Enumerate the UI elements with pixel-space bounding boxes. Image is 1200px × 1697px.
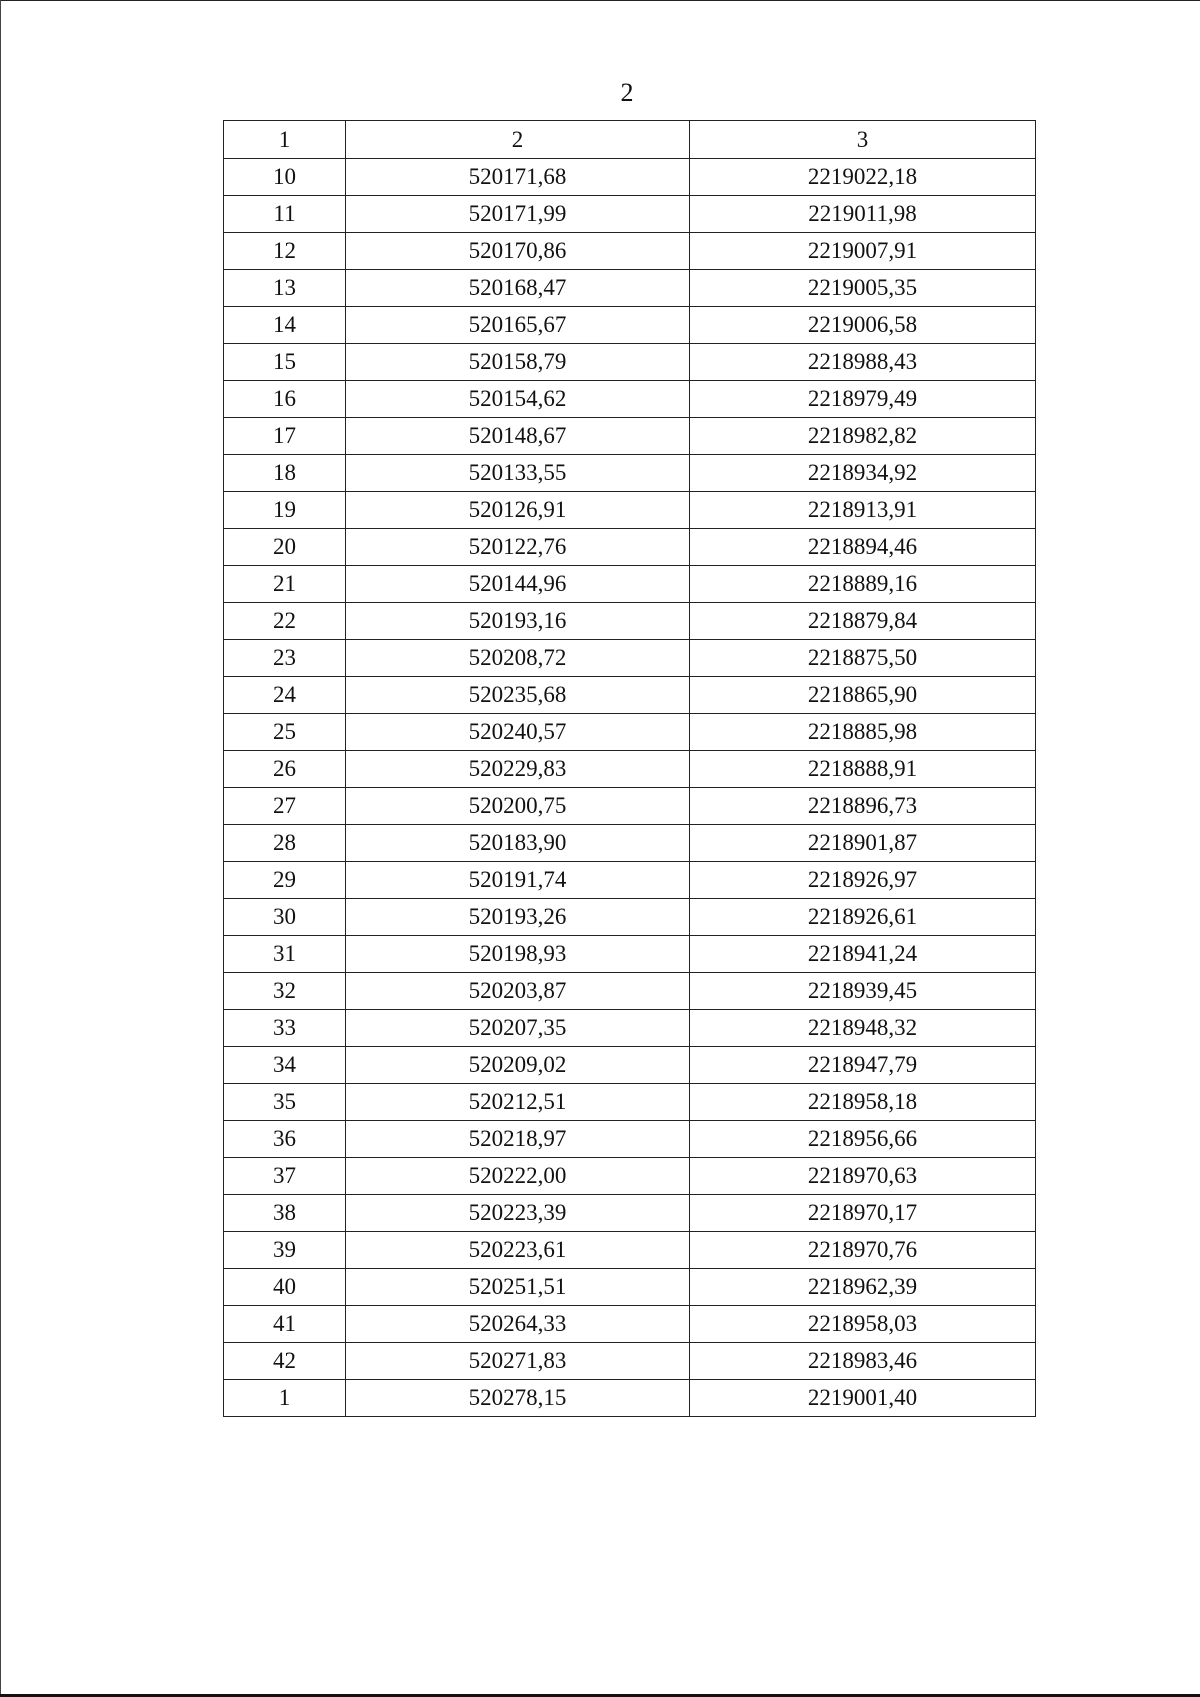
point-number-cell: 30 — [224, 899, 346, 936]
table-row — [224, 1121, 1036, 1158]
table-row — [224, 677, 1036, 714]
point-number-cell: 14 — [224, 307, 346, 344]
point-number-cell: 41 — [224, 1306, 346, 1343]
point-number-cell: 25 — [224, 714, 346, 751]
coord-y-cell: 2218913,91 — [690, 492, 1036, 529]
table-row — [224, 307, 1036, 344]
coord-x-cell: 520193,16 — [346, 603, 690, 640]
table-row — [224, 899, 1036, 936]
coord-x-cell: 520154,62 — [346, 381, 690, 418]
point-number-cell: 29 — [224, 862, 346, 899]
page-number: 2 — [620, 78, 634, 107]
scan-edge-top — [0, 0, 1200, 1]
point-number-cell: 18 — [224, 455, 346, 492]
coord-x-cell: 520235,68 — [346, 677, 690, 714]
coord-y-cell: 2218948,32 — [690, 1010, 1036, 1047]
table-row — [224, 603, 1036, 640]
coord-x-cell: 520208,72 — [346, 640, 690, 677]
coord-x-cell: 520193,26 — [346, 899, 690, 936]
table-row — [224, 751, 1036, 788]
point-number-cell: 28 — [224, 825, 346, 862]
coord-y-cell: 2218865,90 — [690, 677, 1036, 714]
header-cell-2: 2 — [346, 121, 690, 159]
coordinates-table — [223, 120, 1036, 1417]
table-row — [224, 936, 1036, 973]
coord-y-cell: 2218947,79 — [690, 1047, 1036, 1084]
coord-y-cell: 2218982,82 — [690, 418, 1036, 455]
header-cell-3: 3 — [690, 121, 1036, 159]
coord-y-cell: 2218970,76 — [690, 1232, 1036, 1269]
coord-x-cell: 520209,02 — [346, 1047, 690, 1084]
coord-y-cell: 2218983,46 — [690, 1343, 1036, 1380]
coord-y-cell: 2218958,18 — [690, 1084, 1036, 1121]
coord-x-cell: 520170,86 — [346, 233, 690, 270]
coord-x-cell: 520278,15 — [346, 1380, 690, 1417]
point-number-cell: 37 — [224, 1158, 346, 1195]
coord-y-cell: 2218885,98 — [690, 714, 1036, 751]
coord-y-cell: 2218958,03 — [690, 1306, 1036, 1343]
table-row — [224, 1380, 1036, 1417]
table-row — [224, 1306, 1036, 1343]
coord-x-cell: 520165,67 — [346, 307, 690, 344]
coord-y-cell: 2218901,87 — [690, 825, 1036, 862]
point-number-cell: 42 — [224, 1343, 346, 1380]
coord-y-cell: 2218962,39 — [690, 1269, 1036, 1306]
coord-x-cell: 520207,35 — [346, 1010, 690, 1047]
coord-x-cell: 520158,79 — [346, 344, 690, 381]
coord-y-cell: 2219022,18 — [690, 159, 1036, 196]
table-row — [224, 529, 1036, 566]
point-number-cell: 20 — [224, 529, 346, 566]
coord-x-cell: 520251,51 — [346, 1269, 690, 1306]
table-row — [224, 1158, 1036, 1195]
table-row — [224, 825, 1036, 862]
coord-x-cell: 520171,68 — [346, 159, 690, 196]
coord-x-cell: 520144,96 — [346, 566, 690, 603]
point-number-cell: 12 — [224, 233, 346, 270]
table-row — [224, 1047, 1036, 1084]
point-number-cell: 24 — [224, 677, 346, 714]
point-number-cell: 22 — [224, 603, 346, 640]
point-number-cell: 34 — [224, 1047, 346, 1084]
table-row — [224, 1343, 1036, 1380]
table-row — [224, 1010, 1036, 1047]
coord-y-cell: 2218988,43 — [690, 344, 1036, 381]
point-number-cell: 15 — [224, 344, 346, 381]
coord-x-cell: 520200,75 — [346, 788, 690, 825]
coord-y-cell: 2219011,98 — [690, 196, 1036, 233]
coord-x-cell: 520264,33 — [346, 1306, 690, 1343]
coord-y-cell: 2219001,40 — [690, 1380, 1036, 1417]
coord-x-cell: 520229,83 — [346, 751, 690, 788]
coord-x-cell: 520148,67 — [346, 418, 690, 455]
coord-x-cell: 520168,47 — [346, 270, 690, 307]
table-row — [224, 196, 1036, 233]
table-row — [224, 1232, 1036, 1269]
coord-x-cell: 520223,61 — [346, 1232, 690, 1269]
coord-y-cell: 2218926,61 — [690, 899, 1036, 936]
coord-y-cell: 2218894,46 — [690, 529, 1036, 566]
table-row — [224, 714, 1036, 751]
point-number-cell: 36 — [224, 1121, 346, 1158]
coord-x-cell: 520122,76 — [346, 529, 690, 566]
coord-y-cell: 2218939,45 — [690, 973, 1036, 1010]
coord-y-cell: 2218934,92 — [690, 455, 1036, 492]
point-number-cell: 21 — [224, 566, 346, 603]
coord-y-cell: 2219007,91 — [690, 233, 1036, 270]
table-row — [224, 566, 1036, 603]
coord-x-cell: 520271,83 — [346, 1343, 690, 1380]
table-row — [224, 270, 1036, 307]
coord-y-cell: 2218879,84 — [690, 603, 1036, 640]
point-number-cell: 33 — [224, 1010, 346, 1047]
table-row — [224, 455, 1036, 492]
table-row — [224, 344, 1036, 381]
point-number-cell: 27 — [224, 788, 346, 825]
header-cell-1: 1 — [224, 121, 346, 159]
table-body — [224, 159, 1036, 1417]
coord-x-cell: 520198,93 — [346, 936, 690, 973]
coord-x-cell: 520223,39 — [346, 1195, 690, 1232]
point-number-cell: 17 — [224, 418, 346, 455]
coord-y-cell: 2218926,97 — [690, 862, 1036, 899]
table-row — [224, 1269, 1036, 1306]
scan-edge-left — [0, 0, 1, 1697]
coord-y-cell: 2218889,16 — [690, 566, 1036, 603]
table-row — [224, 159, 1036, 196]
coord-y-cell: 2218896,73 — [690, 788, 1036, 825]
point-number-cell: 32 — [224, 973, 346, 1010]
table-row — [224, 862, 1036, 899]
coord-x-cell: 520171,99 — [346, 196, 690, 233]
point-number-cell: 1 — [224, 1380, 346, 1417]
coord-y-cell: 2219006,58 — [690, 307, 1036, 344]
coord-y-cell: 2219005,35 — [690, 270, 1036, 307]
table-row — [224, 788, 1036, 825]
coord-y-cell: 2218979,49 — [690, 381, 1036, 418]
table-row — [224, 1084, 1036, 1121]
point-number-cell: 11 — [224, 196, 346, 233]
point-number-cell: 31 — [224, 936, 346, 973]
coord-x-cell: 520218,97 — [346, 1121, 690, 1158]
point-number-cell: 13 — [224, 270, 346, 307]
coord-x-cell: 520240,57 — [346, 714, 690, 751]
coord-x-cell: 520133,55 — [346, 455, 690, 492]
point-number-cell: 39 — [224, 1232, 346, 1269]
point-number-cell: 35 — [224, 1084, 346, 1121]
point-number-cell: 38 — [224, 1195, 346, 1232]
table-row — [224, 418, 1036, 455]
table-row — [224, 640, 1036, 677]
coord-x-cell: 520222,00 — [346, 1158, 690, 1195]
coord-y-cell: 2218888,91 — [690, 751, 1036, 788]
coord-x-cell: 520126,91 — [346, 492, 690, 529]
table-row — [224, 233, 1036, 270]
table-row — [224, 492, 1036, 529]
point-number-cell: 26 — [224, 751, 346, 788]
coord-x-cell: 520191,74 — [346, 862, 690, 899]
coord-y-cell: 2218941,24 — [690, 936, 1036, 973]
coord-y-cell: 2218875,50 — [690, 640, 1036, 677]
table-row — [224, 1195, 1036, 1232]
coord-y-cell: 2218970,63 — [690, 1158, 1036, 1195]
table-header-row — [224, 121, 1036, 159]
table-row — [224, 973, 1036, 1010]
table-row — [224, 381, 1036, 418]
point-number-cell: 19 — [224, 492, 346, 529]
point-number-cell: 16 — [224, 381, 346, 418]
coord-y-cell: 2218970,17 — [690, 1195, 1036, 1232]
coord-x-cell: 520203,87 — [346, 973, 690, 1010]
point-number-cell: 40 — [224, 1269, 346, 1306]
coord-x-cell: 520212,51 — [346, 1084, 690, 1121]
point-number-cell: 10 — [224, 159, 346, 196]
point-number-cell: 23 — [224, 640, 346, 677]
coord-y-cell: 2218956,66 — [690, 1121, 1036, 1158]
coord-x-cell: 520183,90 — [346, 825, 690, 862]
